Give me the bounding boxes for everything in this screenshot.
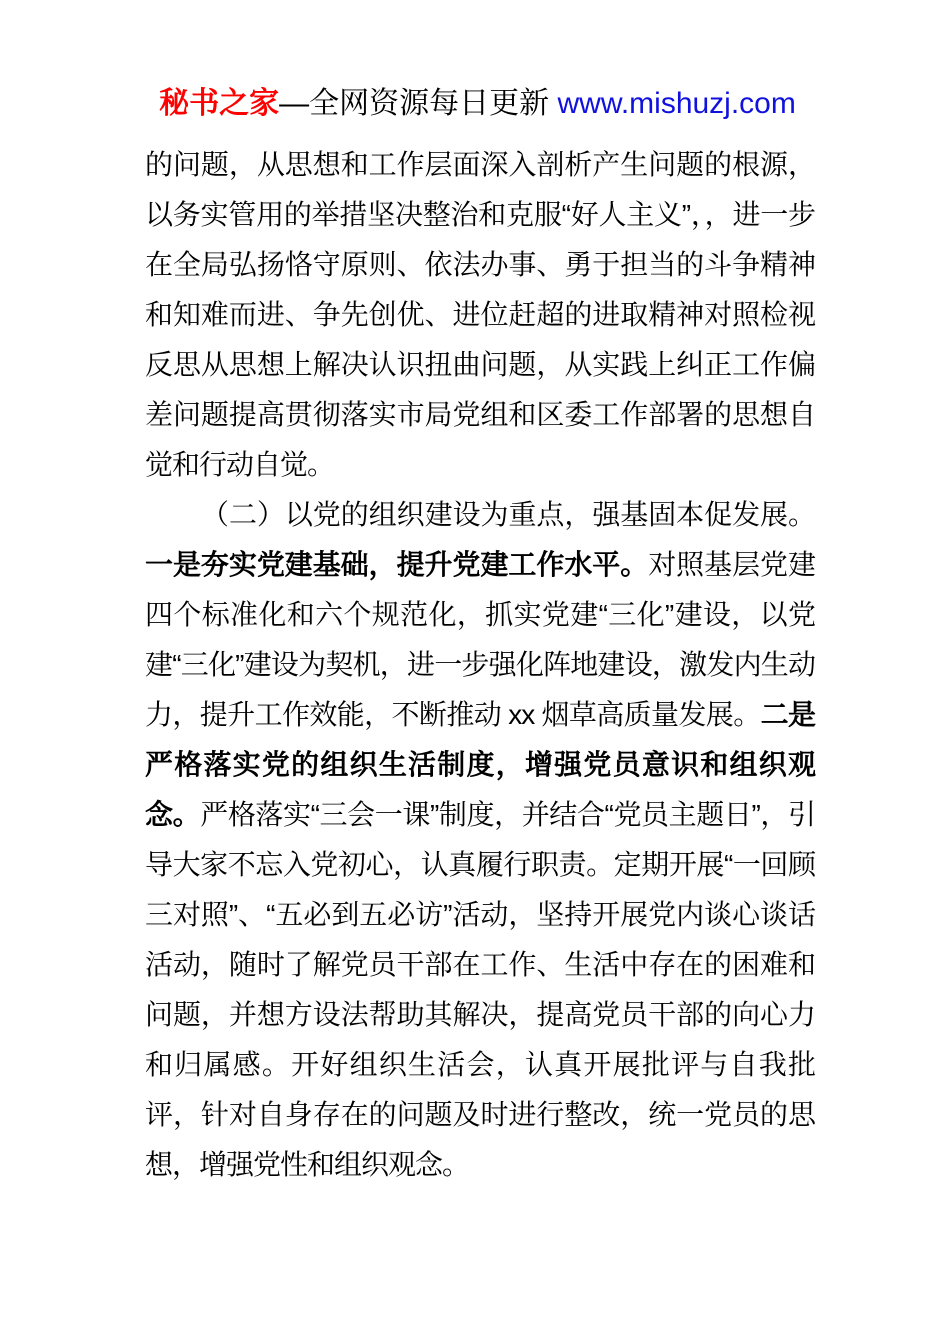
document-body [145,140,815,1190]
paragraph-section-two [145,490,815,1190]
document-header [145,86,810,122]
site-tagline: —全网资源每日更新 [279,87,558,120]
site-brand-label: 秘书之家 [159,87,280,120]
paragraph-continuation [145,140,815,490]
paragraph-run: 对照基层党建四个标准化和六个规范化，抓实党建“三化”建设，以党建“三化”建设为契机，进一步强化阵地建设，激发内生动力，提升工作效能，不断推动 xx 烟草高质量发展。 [145,549,815,730]
paragraph-run: 严格落实“三会一课”制度，并结合“党员主题日”，引导大家不忘入党初心，认真履行职责。定期开展“一回顾三对照”、“五必到五必访”活动，坚持开展党内谈心谈话活动，随时了解党员干部在工作、生活中存在的困难和问题，并想方设法帮助其解决，提高党员干部的向心力和归属感。开好组织生活会，认真开展批评与自我批评，针对自身存在的问题及时进行整改，统一党员的思想，增强党性和组织观念。 [145,799,815,1180]
paragraph-run: （二）以党的组织建设为重点，强基固本促发展。 [201,499,815,530]
paragraph-run-bold: 二是严格落实党的组织生活制度，增强党员意识和组织观念。 [145,699,815,830]
site-url-link[interactable]: www.mishuzj.com [557,87,796,120]
paragraph-run: 的问题，从思想和工作层面深入剖析产生问题的根源，以务实管用的举措坚决整治和克服“好人主义”，，进一步在全局弘扬恪守原则、依法办事、勇于担当的斗争精神和知难而进、争先创优、进位赶超的进取精神对照检视反思从思想上解决认识扭曲问题，从实践上纠正工作偏差问题提高贯彻落实市局党组和区委工作部署的思想自觉和行动自觉。 [145,149,815,480]
paragraph-run-bold: 一是夯实党建基础，提升党建工作水平。 [145,549,649,580]
